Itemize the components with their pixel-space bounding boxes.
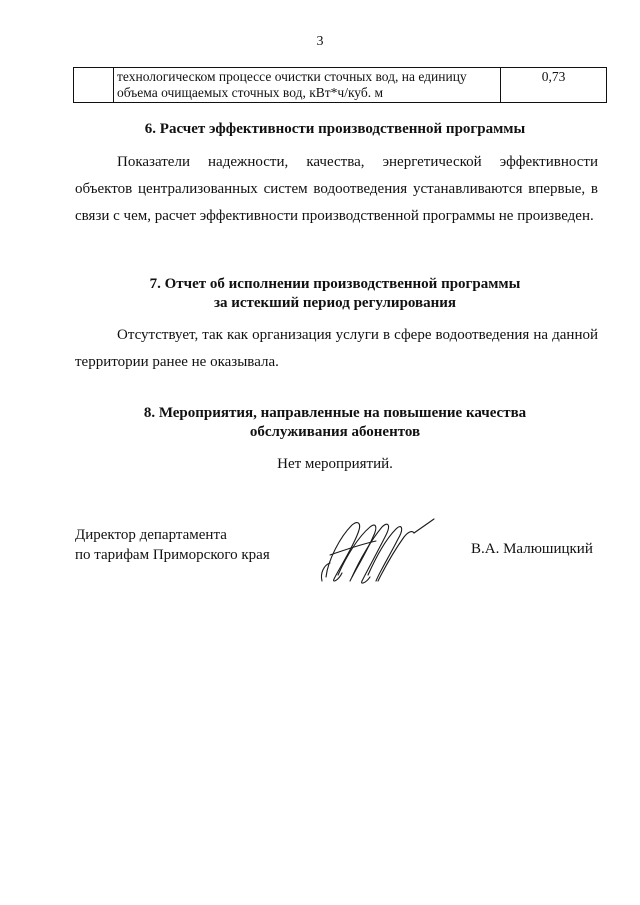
signer-position-line1: Директор департамента bbox=[75, 527, 227, 543]
section6-paragraph: Показатели надежности, качества, энергетической эффективности объектов централизованных систем водоотведения устанавливаются впервые, в связи с чем, расчет эффективности производственной программы не произведен. bbox=[75, 154, 598, 224]
row-value-cell: 0,73 bbox=[501, 68, 607, 103]
continuation-table bbox=[73, 67, 607, 103]
section8-title-line2: обслуживания абонентов bbox=[249, 424, 421, 440]
row-number-cell bbox=[74, 68, 114, 103]
signer-name: В.А. Малюшицкий bbox=[471, 541, 593, 557]
signer-position-line2: по тарифам Приморского края bbox=[75, 547, 270, 563]
row-description-line2: объема очищаемых сточных вод, кВт*ч/куб. м bbox=[117, 85, 384, 100]
section8-title-line1: 8. Мероприятия, направленные на повышение качества bbox=[143, 405, 527, 421]
handwritten-signature bbox=[318, 515, 438, 587]
page-number: 3 bbox=[316, 34, 324, 49]
signer-position bbox=[75, 525, 270, 565]
section8-title bbox=[70, 404, 600, 442]
section7-title-line1: 7. Отчет об исполнении производственной программы bbox=[149, 276, 521, 292]
row-description-line1: технологическом процессе очистки сточных вод, на единицу bbox=[117, 69, 467, 84]
section6-title: 6. Расчет эффективности производственной программы bbox=[144, 121, 526, 137]
section7-title bbox=[70, 275, 600, 313]
section8-paragraph: Нет мероприятий. bbox=[277, 456, 393, 472]
section7-paragraph: Отсутствует, так как организация услуги в сфере водоотведения на данной территории ранее не оказывала. bbox=[75, 327, 598, 370]
section7-title-line2: за истекший период регулирования bbox=[213, 295, 457, 311]
row-description-cell bbox=[114, 68, 501, 103]
table-row bbox=[74, 68, 607, 103]
